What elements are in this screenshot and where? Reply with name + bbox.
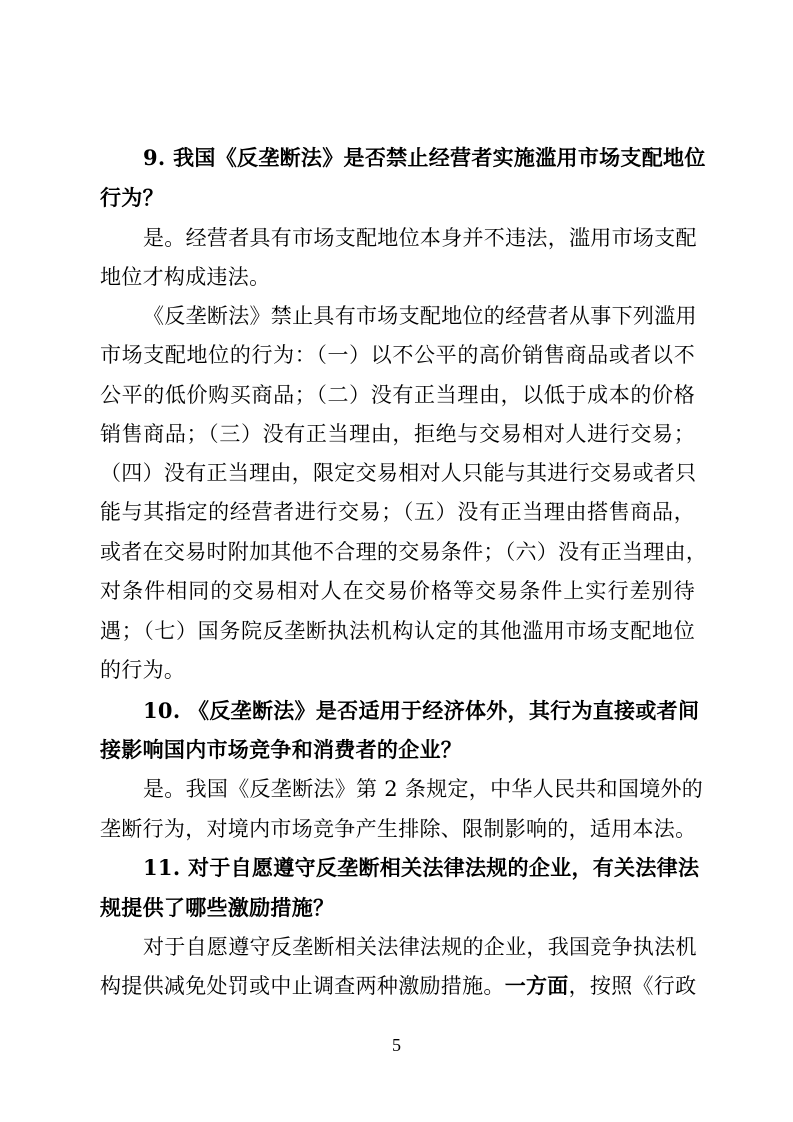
q9-title-line-2: 行为？: [100, 185, 164, 210]
q9-list-line-9: 遇；（七）国务院反垄断执法机构认定的其他滥用市场支配地位: [100, 619, 695, 643]
q10-title-line-1: 10. 《反垄断法》是否适用于经济体外，其行为直接或者间: [143, 698, 700, 723]
q11-answer-line-2-part-a: 构提供减免处罚或中止调查两种激励措施。: [100, 974, 505, 998]
q10-answer-line-2: 垄断行为，对境内市场竞争产生排除、限制影响的，适用本法。: [100, 817, 697, 841]
q10-answer-line-1: 是。我国《反垄断法》第 2 条规定，中华人民共和国境外的: [143, 777, 704, 801]
q11-title-line-2: 规提供了哪些激励措施？: [100, 895, 335, 920]
q9-list-line-5: （四）没有正当理由，限定交易相对人只能与其进行交易或者只: [100, 461, 697, 485]
q9-list-line-7: 或者在交易时附加其他不合理的交易条件；（六）没有正当理由，: [100, 540, 708, 564]
q9-title-line-1: 9. 我国《反垄断法》是否禁止经营者实施滥用市场支配地位: [143, 145, 706, 170]
q9-list-line-6: 能与其指定的经营者进行交易；（五）没有正当理由搭售商品，: [100, 500, 695, 524]
q11-answer-line-2: [100, 971, 695, 1001]
q9-list-line-4: 销售商品；（三）没有正当理由，拒绝与交易相对人进行交易；: [100, 422, 695, 446]
q11-answer-line-2-part-b: ，按照《行政: [568, 974, 697, 998]
q11-emphasis-one-hand: 一方面: [504, 973, 569, 998]
q11-title-line-1: 11. 对于自愿遵守反垄断相关法律法规的企业，有关法律法: [143, 855, 700, 880]
page-number: 5: [392, 1035, 401, 1055]
q10-title-line-2: 接影响国内市场竞争和消费者的企业？: [100, 737, 463, 762]
q9-list-line-1: 《反垄断法》禁止具有市场支配地位的经营者从事下列滥用: [143, 304, 697, 328]
q9-list-line-3: 公平的低价购买商品；（二）没有正当理由，以低于成本的价格: [100, 383, 695, 407]
q9-answer-line-2: 地位才构成违法。: [100, 265, 271, 289]
q9-list-line-2: 市场支配地位的行为：（一）以不公平的高价销售商品或者以不: [100, 343, 695, 367]
q9-list-line-10: 的行为。: [100, 658, 186, 682]
q11-answer-line-1: 对于自愿遵守反垄断相关法律法规的企业，我国竞争执法机: [143, 935, 697, 959]
q9-answer-line-1: 是。经营者具有市场支配地位本身并不违法，滥用市场支配: [143, 226, 697, 250]
q9-list-line-8: 对条件相同的交易相对人在交易价格等交易条件上实行差别待: [100, 579, 695, 603]
